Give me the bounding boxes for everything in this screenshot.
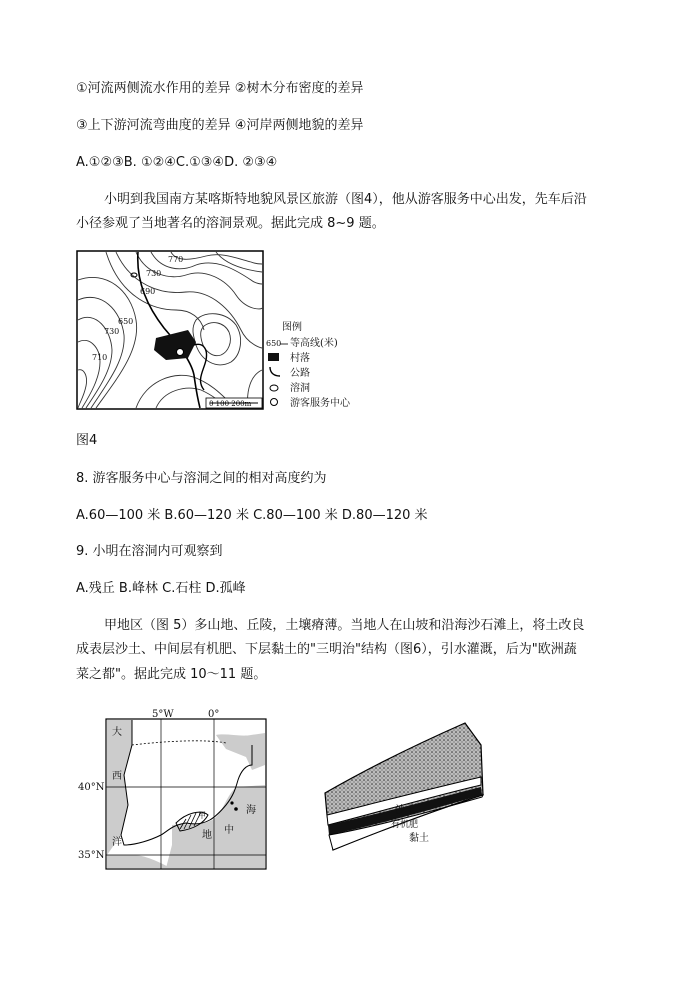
label-zhong: 中 <box>224 825 234 836</box>
label-hai: 海 <box>246 805 256 816</box>
intro2-line2: 成表层沙土、中间层有机肥、下层黏土的"三明治"结构（图6），引水灌溉，后为"欧洲蔬 <box>76 642 577 657</box>
q8-options: A.60—100 米 B.60—120 米 C.80—100 米 D.80—120 米 <box>76 508 428 523</box>
intro2-line1: 甲地区（图 5）多山地、丘陵，土壤瘠薄。当地人在山坡和沿海沙石滩上，将土改良 <box>104 618 585 633</box>
label-manure: 有机肥 <box>391 820 419 830</box>
contour-label-2: 730 <box>146 269 162 278</box>
contour-label-1: 770 <box>168 255 184 264</box>
figure-4-contour-map <box>76 250 366 414</box>
label-di: 地 <box>202 830 212 841</box>
legend-cave-swatch <box>270 385 278 391</box>
label-yang: 洋 <box>112 837 122 848</box>
q9-options: A.残丘 B.峰林 C.石柱 D.孤峰 <box>76 581 246 596</box>
q7-line1: ①河流两侧流水作用的差异 ②树木分布密度的差异 <box>76 81 364 96</box>
legend-contour-value: 650 <box>266 339 282 348</box>
legend-cave: 溶洞 <box>290 383 310 394</box>
intro1-line1: 小明到我国南方某喀斯特地貌风景区旅游（图4），他从游客服务中心出发，先车后沿 <box>104 192 587 207</box>
legend-village: 村落 <box>290 353 310 364</box>
legend-center: 游客服务中心 <box>290 398 350 409</box>
legend-village-swatch <box>268 353 279 361</box>
lon-label-5w: 5°W <box>152 709 174 720</box>
intro1-line2: 小径参观了当地著名的溶洞景观。据此完成 8~9 题。 <box>76 216 385 231</box>
figure-4-caption: 图4 <box>76 433 98 448</box>
contour-label-6: 710 <box>92 353 108 362</box>
label-sand: 沙土 <box>395 805 415 816</box>
q8-stem: 8. 游客服务中心与溶洞之间的相对高度约为 <box>76 471 327 486</box>
figure-4-legend <box>266 320 351 409</box>
lat-label-40n: 40°N <box>78 782 105 793</box>
island <box>234 807 238 811</box>
legend-title: 图例 <box>282 322 302 333</box>
figure-5-map <box>76 705 272 875</box>
intro2-line3: 菜之都"。据此完成 10～11 题。 <box>76 667 267 682</box>
legend-contour: 等高线(米) <box>290 338 338 349</box>
contour-label-5: 730 <box>104 327 120 336</box>
figure-6-soil-layers <box>315 715 495 865</box>
label-xi: 西 <box>112 771 122 782</box>
q9-stem: 9. 小明在溶洞内可观察到 <box>76 544 223 559</box>
scale-label: 0 100 200m <box>209 400 252 408</box>
contour-label-3: 690 <box>140 287 156 296</box>
island <box>230 801 233 804</box>
q7-line2: ③上下游河流弯曲度的差异 ④河岸两侧地貌的差异 <box>76 118 364 133</box>
label-jia: 甲 <box>198 811 206 820</box>
label-da: 大 <box>112 727 122 738</box>
legend-road-swatch <box>270 367 280 376</box>
contour-label-4: 650 <box>118 317 134 326</box>
lat-label-35n: 35°N <box>78 850 105 861</box>
lon-label-0: 0° <box>208 709 220 720</box>
q7-options: A.①②③B. ①②④C.①③④D. ②③④ <box>76 155 278 170</box>
legend-center-swatch <box>271 399 278 406</box>
label-clay: 黏土 <box>409 833 429 844</box>
service-center-marker <box>177 349 184 356</box>
legend-road: 公路 <box>290 368 310 379</box>
